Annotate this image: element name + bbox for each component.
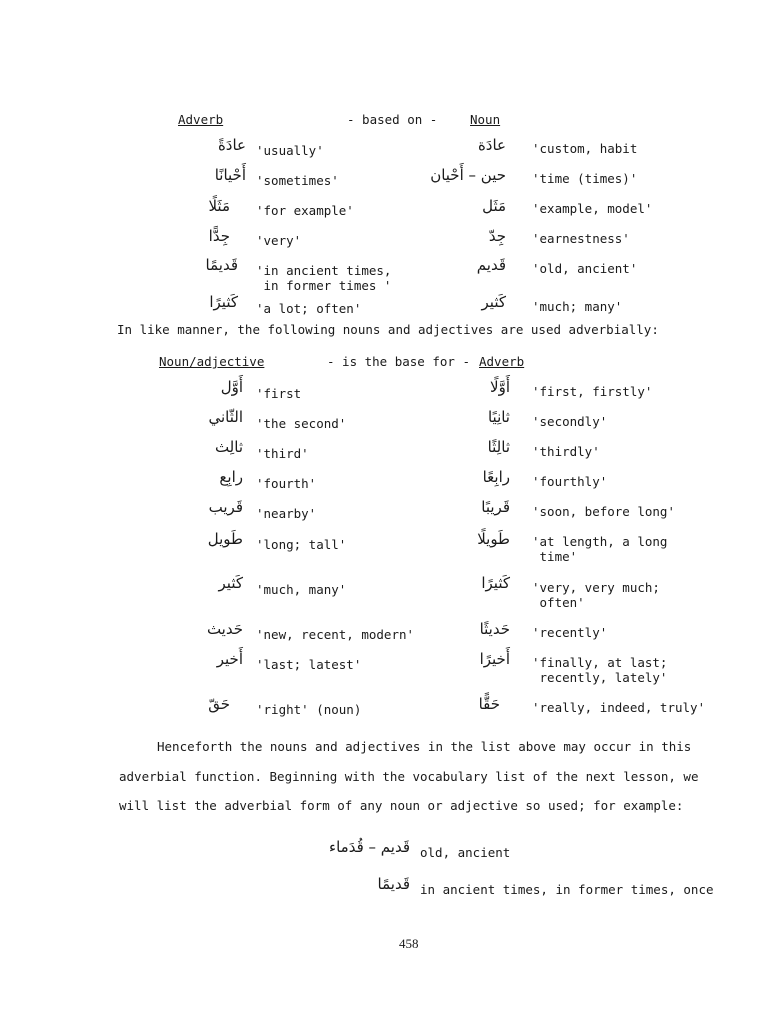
arabic-noun: حين – أَحْيان bbox=[430, 166, 506, 184]
arabic-noun: حَقّ bbox=[208, 695, 230, 713]
arabic-adverb: عادَةً bbox=[217, 136, 246, 154]
arabic-adverb: طَويلًا bbox=[477, 530, 510, 548]
arabic-noun: جِدّ bbox=[488, 227, 506, 245]
noun-gloss: 'the second' bbox=[256, 416, 347, 431]
paragraph-line: adverbial function. Beginning with the vocabulary list of the next lesson, we bbox=[119, 769, 699, 784]
arabic-adverb: حَقًّا bbox=[478, 695, 500, 713]
noun-gloss: 'example, model' bbox=[532, 201, 653, 216]
arabic-adverb: مَثَلًا bbox=[208, 197, 230, 215]
adverb-gloss: 'for example' bbox=[256, 203, 354, 218]
example-gloss: in ancient times, in former times, once bbox=[420, 882, 714, 897]
noun-gloss: 'long; tall' bbox=[256, 537, 347, 552]
example-gloss: old, ancient bbox=[420, 845, 511, 860]
noun-gloss: 'old, ancient' bbox=[532, 261, 638, 276]
table2-header-noun-adjective: Noun/adjective bbox=[159, 354, 265, 369]
page-number: 458 bbox=[399, 936, 419, 951]
adverb-gloss: 'usually' bbox=[256, 143, 324, 158]
arabic-noun: رابِع bbox=[219, 468, 243, 486]
adverb-gloss: 'soon, before long' bbox=[532, 504, 675, 519]
noun-gloss: 'third' bbox=[256, 446, 309, 461]
table2-header-base-for: - is the base for - bbox=[327, 354, 470, 369]
arabic-adverb: ثانِيًا bbox=[487, 408, 510, 426]
noun-gloss: 'new, recent, modern' bbox=[256, 627, 415, 642]
arabic-adverb: ثالِثًا bbox=[487, 438, 510, 456]
transition-sentence: In like manner, the following nouns and adjectives are used adverbially: bbox=[117, 322, 659, 337]
adverb-gloss: 'first, firstly' bbox=[532, 384, 653, 399]
table1-header-based-on: - based on - bbox=[347, 112, 438, 127]
paragraph-line: Henceforth the nouns and adjectives in the list above may occur in this bbox=[157, 739, 692, 754]
adverb-gloss: 'finally, at last; recently, lately' bbox=[532, 655, 668, 685]
arabic-noun: كَثير bbox=[481, 293, 506, 311]
noun-gloss: 'right' (noun) bbox=[256, 702, 362, 717]
arabic-adverb: رابِعًا bbox=[482, 468, 510, 486]
adverb-gloss: 'in ancient times, in former times ' bbox=[256, 263, 392, 293]
arabic-adverb: حَديثًا bbox=[479, 620, 510, 638]
arabic-adverb: أَخيرًا bbox=[479, 650, 510, 668]
adverb-gloss: 'really, indeed, truly' bbox=[532, 700, 706, 715]
arabic-adverb: قَديمًا bbox=[205, 256, 238, 274]
noun-gloss: 'fourth' bbox=[256, 476, 317, 491]
arabic-noun: قَريب bbox=[208, 498, 243, 516]
adverb-gloss: 'sometimes' bbox=[256, 173, 339, 188]
arabic-adverb: أَحْيانًا bbox=[214, 166, 246, 184]
noun-gloss: 'earnestness' bbox=[532, 231, 630, 246]
arabic-noun: أَوَّل bbox=[220, 378, 243, 396]
arabic-noun: عادَة bbox=[477, 136, 506, 154]
arabic-noun: طَويل bbox=[207, 530, 243, 548]
noun-gloss: 'much; many' bbox=[532, 299, 623, 314]
table1-header-adverb: Adverb bbox=[178, 112, 224, 127]
example-arabic: قَديم – قُدَماء bbox=[329, 838, 410, 856]
arabic-noun: كَثير bbox=[218, 574, 243, 592]
paragraph-line: will list the adverbial form of any noun or adjective so used; for example: bbox=[119, 798, 684, 813]
adverb-gloss: 'very, very much; often' bbox=[532, 580, 660, 610]
example-arabic: قَديمًا bbox=[377, 875, 410, 893]
arabic-noun: أَخير bbox=[216, 650, 243, 668]
arabic-adverb: كَثيرًا bbox=[481, 574, 510, 592]
arabic-noun: مَثَل bbox=[482, 197, 506, 215]
adverb-gloss: 'fourthly' bbox=[532, 474, 608, 489]
adverb-gloss: 'a lot; often' bbox=[256, 301, 362, 316]
noun-gloss: 'first bbox=[256, 386, 302, 401]
noun-gloss: 'last; latest' bbox=[256, 657, 362, 672]
table2-header-adverb: Adverb bbox=[479, 354, 525, 369]
arabic-adverb: أَوَّلًا bbox=[490, 378, 510, 396]
table1-header-noun: Noun bbox=[470, 112, 501, 127]
arabic-adverb: كَثيرًا bbox=[209, 293, 238, 311]
noun-gloss: 'custom, habit bbox=[532, 141, 638, 156]
arabic-adverb: قَريبًا bbox=[481, 498, 510, 516]
noun-gloss: 'much, many' bbox=[256, 582, 347, 597]
adverb-gloss: 'secondly' bbox=[532, 414, 608, 429]
noun-gloss: 'time (times)' bbox=[532, 171, 638, 186]
arabic-noun: ثالِث bbox=[214, 438, 243, 456]
arabic-noun: قَديم bbox=[476, 256, 506, 274]
adverb-gloss: 'very' bbox=[256, 233, 302, 248]
arabic-adverb: جِدًّا bbox=[208, 227, 230, 245]
adverb-gloss: 'at length, a long time' bbox=[532, 534, 668, 564]
arabic-noun: حَديث bbox=[206, 620, 243, 638]
arabic-noun: الثّاني bbox=[208, 408, 243, 426]
adverb-gloss: 'thirdly' bbox=[532, 444, 600, 459]
noun-gloss: 'nearby' bbox=[256, 506, 317, 521]
adverb-gloss: 'recently' bbox=[532, 625, 608, 640]
